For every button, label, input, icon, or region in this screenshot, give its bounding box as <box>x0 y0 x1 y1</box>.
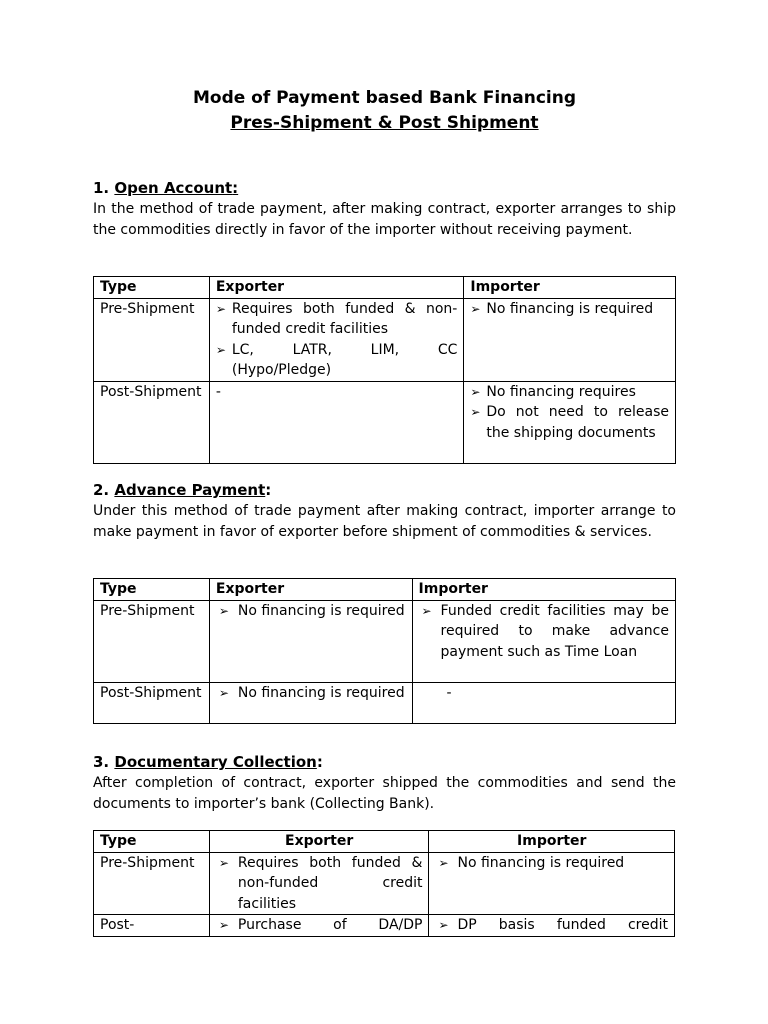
document-title: Mode of Payment based Bank Financing <box>192 88 577 108</box>
header-importer: Importer <box>464 277 676 299</box>
list-item: ➢ No financing is required <box>435 853 668 874</box>
header-type: Type <box>94 831 210 853</box>
list-item: ➢ Funded credit facilities may be required to make advance payment such as Time Loan <box>419 601 669 663</box>
section-text-advance-payment: Under this method of trade payment after making contract, importer arrange to make payment in favor of exporter before shipment of commodities & services. <box>93 503 676 540</box>
row-type: Pre-Shipment <box>94 600 210 682</box>
row-importer: - <box>412 682 675 723</box>
section-text-documentary-collection: After completion of contract, exporter shipped the commodities and send the documents to importer’s bank (Collecting Bank). <box>93 775 676 812</box>
table-header-row <box>94 277 676 299</box>
header-type: Type <box>94 277 210 299</box>
list-item: ➢ Requires both funded & non-funded credit facilities <box>216 299 458 340</box>
header-importer: Importer <box>429 831 675 853</box>
row-exporter <box>209 915 429 937</box>
row-type: Post-Shipment <box>94 381 210 463</box>
table-header-row <box>94 579 676 601</box>
row-importer <box>429 915 675 937</box>
header-type: Type <box>94 579 210 601</box>
list-item: ➢ No financing is required <box>216 601 406 622</box>
header-importer: Importer <box>412 579 675 601</box>
table-row <box>94 852 675 915</box>
section-heading-documentary-collection: 3. Documentary Collection: <box>93 753 323 771</box>
row-exporter <box>209 852 429 915</box>
row-importer <box>412 600 675 682</box>
header-exporter: Exporter <box>209 277 464 299</box>
section-heading-advance-payment: 2. Advance Payment: <box>93 481 272 499</box>
row-importer <box>464 298 676 381</box>
row-type: Pre-Shipment <box>94 852 210 915</box>
row-type: Post-Shipment <box>94 682 210 723</box>
list-item: ➢ LC, LATR, LIM, CC (Hypo/Pledge) <box>216 340 458 381</box>
table-row <box>94 381 676 463</box>
table-header-row <box>94 831 675 853</box>
row-importer <box>429 852 675 915</box>
header-exporter: Exporter <box>209 579 412 601</box>
document-subtitle: Pres-Shipment & Post Shipment <box>230 113 539 133</box>
table-row <box>94 600 676 682</box>
documentary-collection-table <box>93 830 675 937</box>
list-item: ➢ Requires both funded & non-funded credit facilities <box>216 853 423 915</box>
row-exporter <box>209 682 412 723</box>
row-exporter <box>209 298 464 381</box>
row-type: Post- <box>94 915 210 937</box>
list-item: ➢ No financing is required <box>216 683 406 704</box>
open-account-table <box>93 276 676 464</box>
list-item: ➢ Do not need to release the shipping documents <box>470 402 669 443</box>
row-importer <box>464 381 676 463</box>
row-exporter <box>209 600 412 682</box>
advance-payment-table <box>93 578 676 724</box>
row-exporter: - <box>209 381 464 463</box>
table-row <box>94 915 675 937</box>
row-type: Pre-Shipment <box>94 298 210 381</box>
list-item: ➢ DP basis funded credit <box>435 915 668 936</box>
table-row <box>94 682 676 723</box>
header-exporter: Exporter <box>209 831 429 853</box>
list-item: ➢ No financing requires <box>470 382 669 403</box>
section-text-open-account: In the method of trade payment, after making contract, exporter arranges to ship the commodities directly in favor of the importer without receiving payment. <box>93 201 676 238</box>
section-heading-open-account: 1. Open Account: <box>93 179 239 197</box>
table-row <box>94 298 676 381</box>
list-item: ➢ Purchase of DA/DP <box>216 915 423 936</box>
list-item: ➢ No financing is required <box>470 299 669 320</box>
